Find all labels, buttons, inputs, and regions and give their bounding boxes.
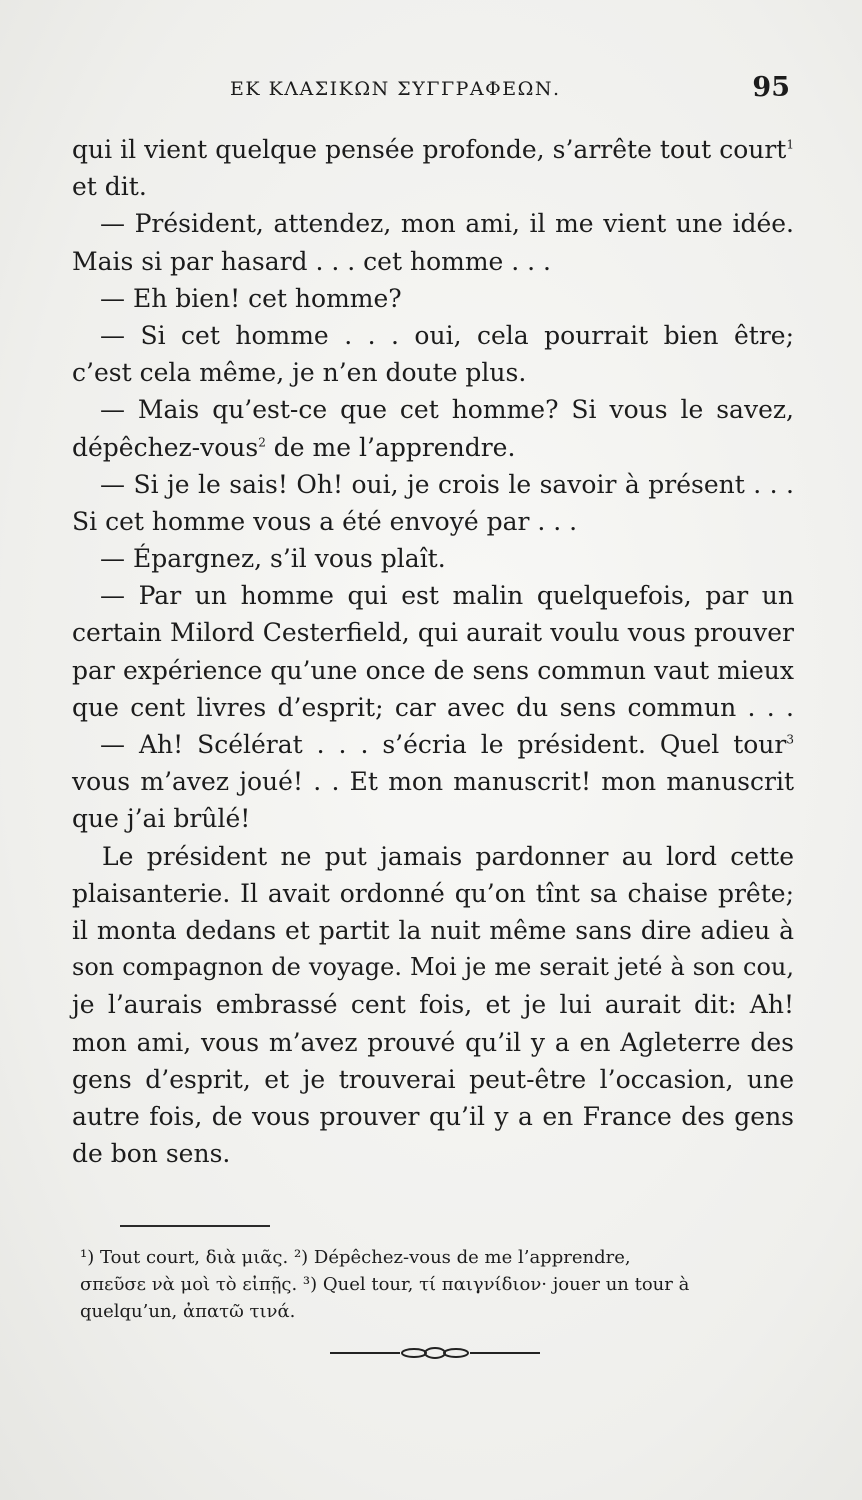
text-line <box>72 689 794 726</box>
text-line-content: — Si cet homme . . . oui, cela pourrait bien être; <box>100 320 794 350</box>
text-line <box>72 763 794 800</box>
text-line <box>72 800 794 837</box>
text-line-content: Mais si par hasard . . . cet homme . . . <box>72 246 552 276</box>
text-line-content: autre fois, de vous prouver qu’il y a en France des gens <box>72 1101 794 1131</box>
end-ornament <box>330 1345 540 1361</box>
text-line-content: son compagnon de voyage. Moi je me serait jeté à son cou, <box>72 953 794 982</box>
text-line-content: — Président, attendez, mon ami, il me vient une idée. <box>100 209 794 239</box>
text-line <box>72 168 794 205</box>
text-line-tail: de me l’apprendre. <box>265 432 516 462</box>
footnote-marker: 1 <box>786 137 794 152</box>
text-line-content: — Épargnez, s’il vous plaît. <box>100 544 446 574</box>
text-line-content: vous m’avez joué! . . Et mon manuscrit! mon manuscrit <box>72 767 794 797</box>
text-line <box>72 205 794 242</box>
text-line <box>72 1024 794 1061</box>
text-line <box>72 280 794 317</box>
text-line-content: — Mais qu’est-ce que cet homme? Si vous le savez, <box>100 395 794 425</box>
footnote-marker: 3 <box>786 732 794 747</box>
text-line-content: par expérience qu’une once de sens commun vaut mieux <box>72 655 794 685</box>
text-line <box>72 912 794 949</box>
text-line <box>72 577 794 614</box>
text-line-content: gens d’esprit, et je trouverai peut-être l’occasion, une <box>72 1064 794 1094</box>
text-line <box>72 1061 794 1098</box>
page-number: 95 <box>752 72 790 103</box>
text-line-content: je l’aurais embrassé cent fois, et je lui aurait dit: Ah! <box>72 990 794 1020</box>
text-line <box>72 354 794 391</box>
text-line-content: que j’ai brûlé! <box>72 804 251 834</box>
text-line-content: mon ami, vous m’avez prouvé qu’il y a en Agleterre des <box>72 1027 794 1057</box>
body-text <box>72 131 794 1172</box>
footnote-rule <box>120 1225 270 1227</box>
text-line <box>72 614 794 651</box>
page-header <box>70 72 790 118</box>
text-line <box>72 652 794 689</box>
text-line <box>72 317 794 354</box>
text-line <box>72 1135 794 1172</box>
text-line-content: plaisanterie. Il avait ordonné qu’on tînt sa chaise prête; <box>72 878 794 908</box>
text-line <box>72 875 794 912</box>
running-head: ΕΚ ΚΛΑΣΙΚΩΝ ΣΥΓΓΡΑΦΕΩΝ. <box>230 78 561 100</box>
text-line <box>72 131 794 168</box>
text-line-content: — Ah! Scélérat . . . s’écria le président. Quel tour <box>100 730 787 759</box>
text-line <box>72 949 794 986</box>
footnotes <box>80 1244 794 1325</box>
text-line <box>72 540 794 577</box>
text-line <box>72 243 794 280</box>
text-line-content: certain Milord Cesterfield, qui aurait voulu vous prouver <box>72 618 794 648</box>
text-line-content: — Eh bien! cet homme? <box>100 283 402 313</box>
text-line-content: qui il vient quelque pensée profonde, s’arrête tout court <box>72 135 787 164</box>
footnote-line: quelqu’un, ἀπατῶ τινά. <box>80 1301 296 1322</box>
text-line <box>72 726 794 763</box>
text-line-content: dépêchez-vous <box>72 432 259 462</box>
text-line-content: c’est cela même, je n’en doute plus. <box>72 358 527 388</box>
text-line <box>72 391 794 428</box>
text-line <box>72 986 794 1023</box>
text-line <box>72 838 794 875</box>
text-line-content: que cent livres d’esprit; car avec du sens commun . . . <box>72 692 794 722</box>
text-line <box>72 429 794 466</box>
text-line <box>72 503 794 540</box>
text-line-content: de bon sens. <box>72 1139 231 1169</box>
text-line <box>72 1098 794 1135</box>
text-line-content: et dit. <box>72 172 147 202</box>
text-line-content: il monta dedans et partit la nuit même sans dire adieu à <box>72 915 794 945</box>
text-line-content: — Par un homme qui est malin quelquefois, par un <box>100 581 794 611</box>
text-line <box>72 466 794 503</box>
text-line-content: Le président ne put jamais pardonner au lord cette <box>102 841 794 871</box>
footnote-marker: 2 <box>258 435 266 450</box>
text-line-content: Si cet homme vous a été envoyé par . . . <box>72 506 578 536</box>
footnote-line: ¹) Tout court, διὰ μιᾶς. ²) Dépêchez-vous de me l’apprendre, <box>80 1247 631 1268</box>
text-line-content: — Si je le sais! Oh! oui, je crois le savoir à présent . . . <box>100 469 794 499</box>
footnote-line: σπεῦσε νὰ μοὶ τὸ εἰπῇς. ³) Quel tour, τί παιγνίδιον· jouer un tour à <box>80 1274 690 1295</box>
